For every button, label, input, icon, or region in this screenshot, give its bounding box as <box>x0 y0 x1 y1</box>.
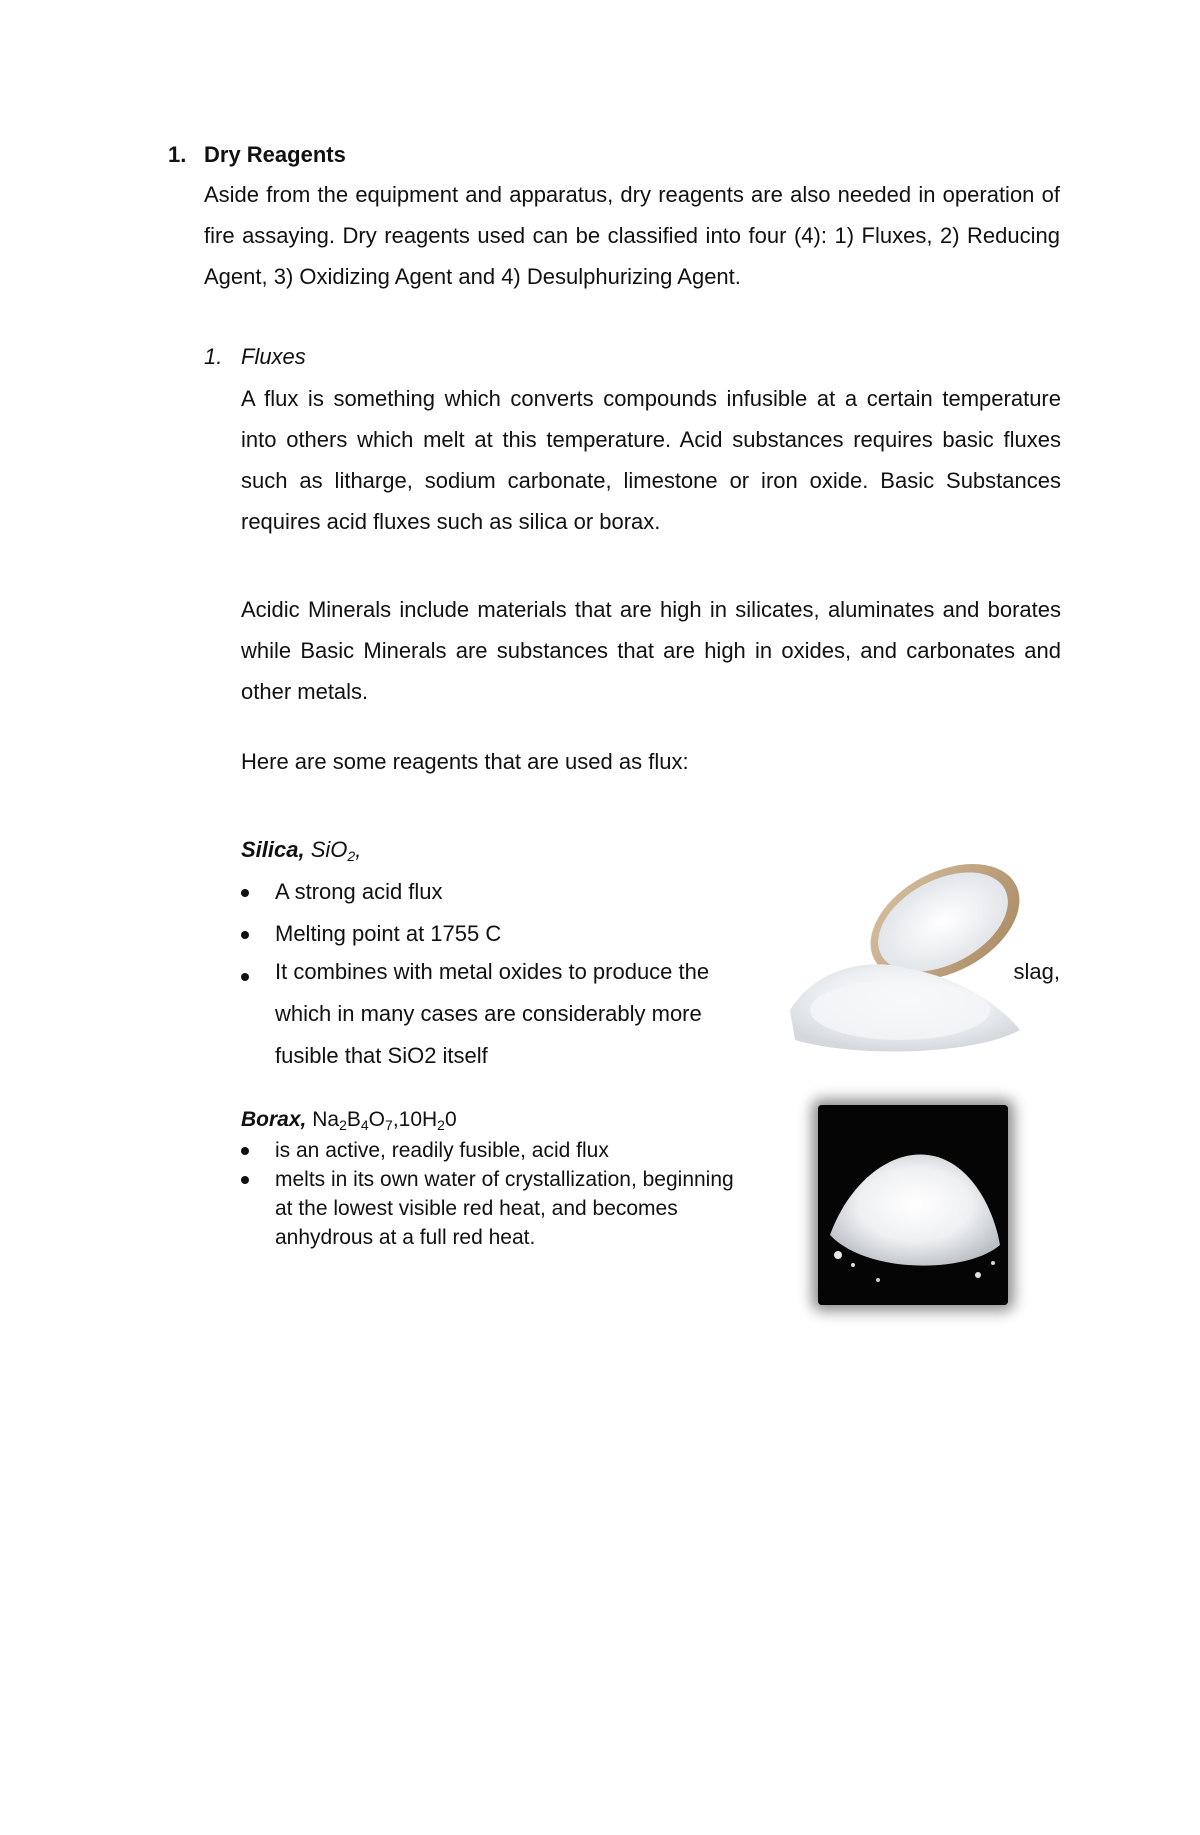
section-number: 1. <box>168 142 187 167</box>
fluxes-paragraph-1: A flux is something which converts compounds infusible at a certain temperature into others which melt at this temperature. Acid substances requires basic fluxes such as litharge, sodium carbonate, limestone or iron oxide. Basic Substances requires acid fluxes such as silica or borax. <box>241 386 1061 534</box>
bullet-icon <box>241 1147 249 1155</box>
bullet-icon <box>241 1176 249 1184</box>
bullet-icon <box>241 889 249 897</box>
silica-heading <box>241 833 361 867</box>
borax-formula: $Na_2B_4O_7,10H_20$ <box>312 1108 457 1133</box>
bullet-icon <box>241 931 249 939</box>
silica-name: Silica, <box>241 837 305 862</box>
section-title: Dry Reagents <box>204 142 346 167</box>
silica-image <box>775 860 1035 1060</box>
bullet-icon <box>241 973 249 981</box>
section-intro: Aside from the equipment and apparatus, dry reagents are also needed in operation of fire assaying. Dry reagents used can be classified into four (4): 1) Fluxes, 2) Reducing Agent, 3) Oxidizing Agent and 4) Desulphurizing Agent. <box>204 182 1060 289</box>
borax-heading <box>241 1105 457 1135</box>
subsection-title: Fluxes <box>241 344 306 369</box>
document-page: 1. Dry Reagents Aside from the equipment and apparatus, dry reagents are also needed in operation of fire assaying. Dry reagents used can be classified into four (4): 1) Fluxes, 2) Reducing Agent, 3) Oxidizing Agent and 4) Desulphurizing Agent. 1. Fluxes A flux is something which converts compounds infusible at a certain temperature into others which melt at this temperature. Acid substances requires basic fluxes such as litharge, sodium carbonate, limestone or iron oxide. Basic Substances requires acid fluxes such as silica or borax. Acidic Minerals include materials that are high in silicates, aluminates and borates while Basic Minerals are substances that are high in oxides, and carbonates and other metals. Here are some reagents that are used as flux: Silica, SiO$_2$, A strong acid flux Melting point at 1755 C It combines with metal oxides to produce the slag, which in many cases are considerably more fusible that SiO2 itself Borax, $Na_2B_4O_7,10H_20$ is an active, readily fusible, acid flux melts in its own water of crystallization, beginning at the lowest visible red heat, and becomes anhydrous at a full red heat. <box>0 0 1200 1835</box>
borax-image <box>818 1105 1008 1305</box>
subsection-number: 1. <box>204 344 223 369</box>
silica-formula: SiO$_2$, <box>310 837 362 864</box>
fluxes-paragraph-2: Acidic Minerals include materials that are high in silicates, aluminates and borates while Basic Minerals are substances that are high in oxides, and carbonates and other metals. <box>241 597 1061 704</box>
borax-name: Borax, <box>241 1108 307 1131</box>
fluxes-paragraph-3: Here are some reagents that are used as flux: <box>241 749 689 774</box>
